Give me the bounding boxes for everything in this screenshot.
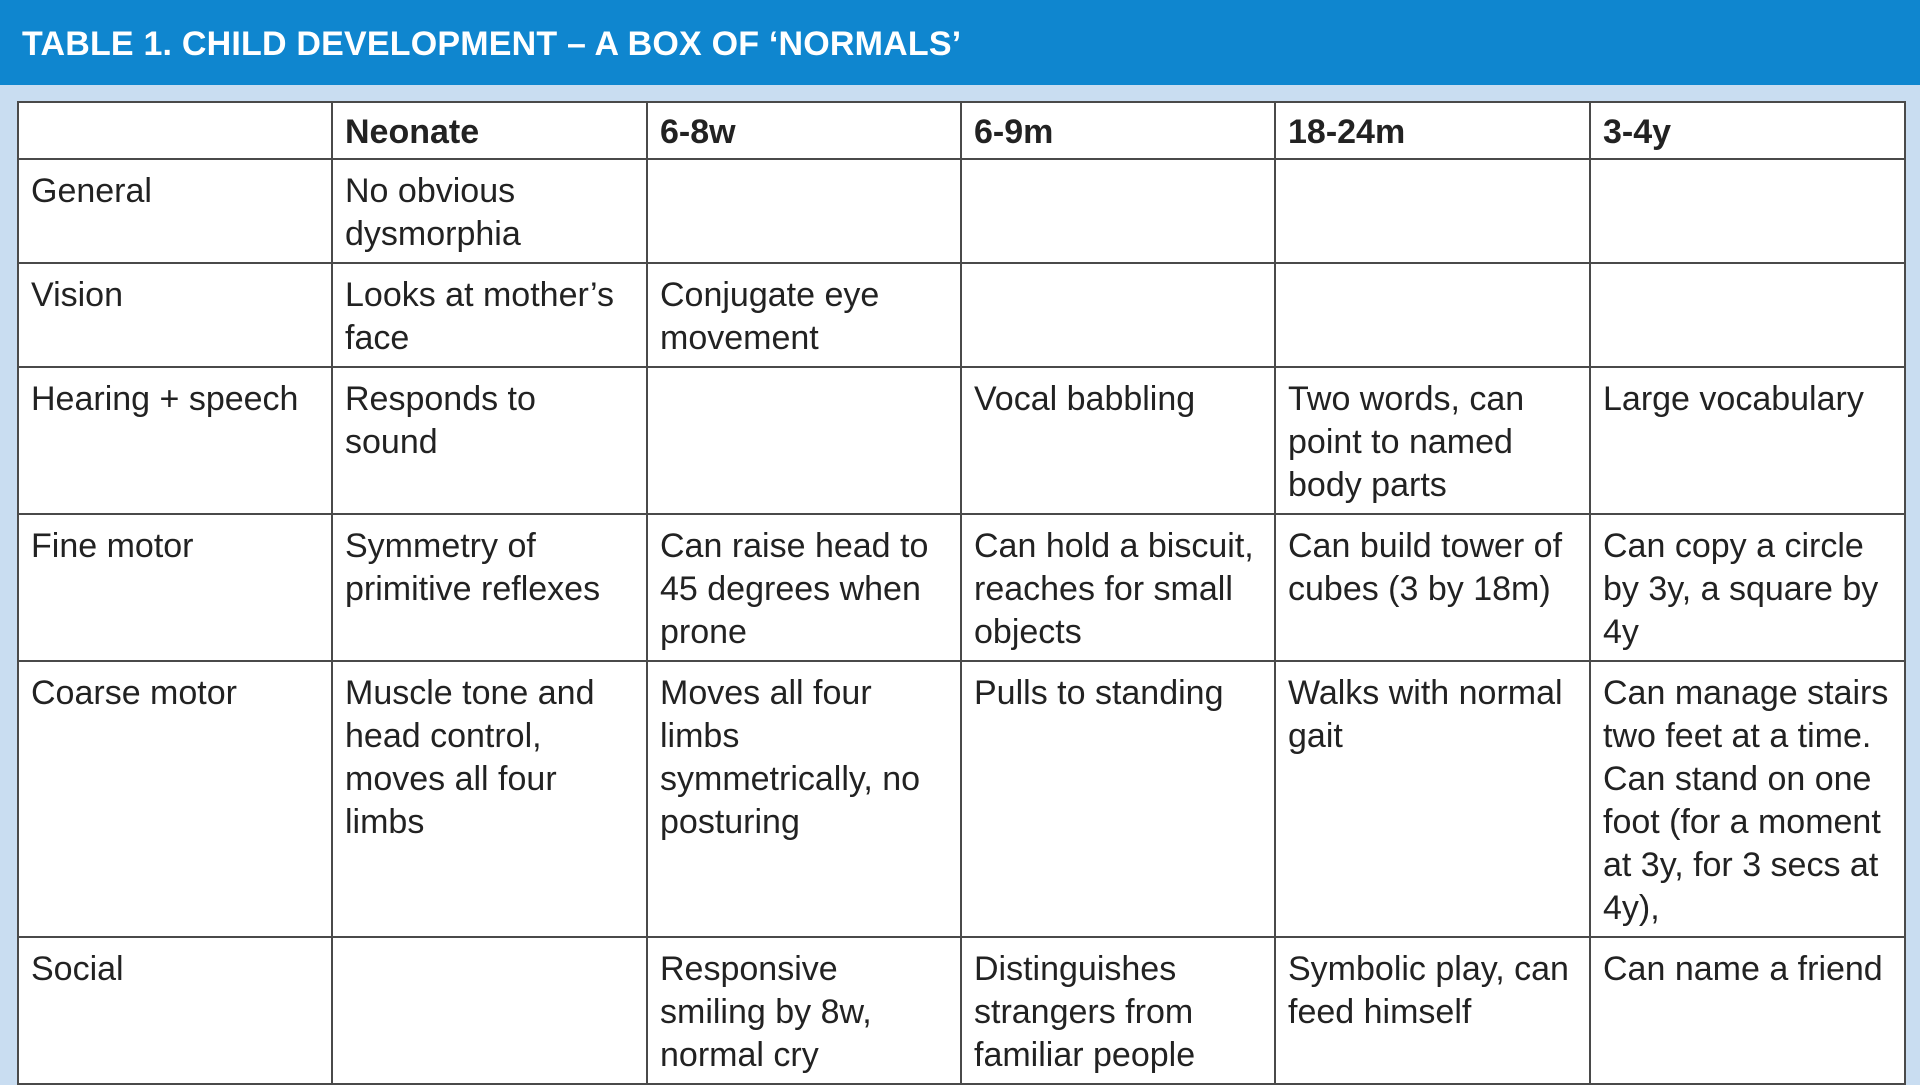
table-cell: Responsive smiling by 8w, normal cry (647, 937, 961, 1084)
table-cell: Muscle tone and head control, moves all four limbs (332, 661, 647, 937)
header-row (18, 102, 1905, 159)
table-cell (1590, 159, 1905, 263)
table-cell: Responds to sound (332, 367, 647, 514)
table-row-coarse-motor (18, 661, 1905, 937)
table-cell: Can build tower of cubes (3 by 18m) (1275, 514, 1590, 661)
header-cell-18-24m: 18-24m (1275, 102, 1590, 159)
row-label: Social (18, 937, 332, 1084)
table-cell: Can manage stairs two feet at a time. Can stand on one foot (for a moment at 3y, for 3 secs at 4y), (1590, 661, 1905, 937)
table-cell (1275, 159, 1590, 263)
table-row-general (18, 159, 1905, 263)
table-cell: Large vocabulary (1590, 367, 1905, 514)
row-label: Vision (18, 263, 332, 367)
header-cell-6-9m: 6-9m (961, 102, 1275, 159)
table-cell: Looks at mother’s face (332, 263, 647, 367)
table-row-fine-motor (18, 514, 1905, 661)
row-label: Hearing + speech (18, 367, 332, 514)
table-row-social (18, 937, 1905, 1084)
row-label: General (18, 159, 332, 263)
table-cell (961, 263, 1275, 367)
table-cell: Conjugate eye movement (647, 263, 961, 367)
table-cell (647, 367, 961, 514)
table-cell: Can name a friend (1590, 937, 1905, 1084)
table-cell: Two words, can point to named body parts (1275, 367, 1590, 514)
table-cell (332, 937, 647, 1084)
table-row-hearing-speech (18, 367, 1905, 514)
table-cell (1275, 263, 1590, 367)
table-cell (647, 159, 961, 263)
header-cell-3-4y: 3-4y (1590, 102, 1905, 159)
header-cell-6-8w: 6-8w (647, 102, 961, 159)
table-cell (961, 159, 1275, 263)
table-cell: No obvious dysmorphia (332, 159, 647, 263)
row-label: Fine motor (18, 514, 332, 661)
table-title: TABLE 1. CHILD DEVELOPMENT – A BOX OF ‘NORMALS’ (22, 25, 962, 63)
development-table (17, 101, 1906, 1085)
table-cell: Moves all four limbs symmetrically, no posturing (647, 661, 961, 937)
table-cell: Symbolic play, can feed himself (1275, 937, 1590, 1084)
row-label: Coarse motor (18, 661, 332, 937)
header-cell-neonate: Neonate (332, 102, 647, 159)
table-cell: Vocal babbling (961, 367, 1275, 514)
table-cell: Pulls to standing (961, 661, 1275, 937)
table-cell: Distinguishes strangers from familiar people (961, 937, 1275, 1084)
table-cell: Symmetry of primitive reflexes (332, 514, 647, 661)
table-cell: Can copy a circle by 3y, a square by 4y (1590, 514, 1905, 661)
table-cell (1590, 263, 1905, 367)
table-cell: Can raise head to 45 degrees when prone (647, 514, 961, 661)
table-row-vision (18, 263, 1905, 367)
table-cell: Can hold a biscuit, reaches for small objects (961, 514, 1275, 661)
header-cell-corner (18, 102, 332, 159)
title-bar (0, 0, 1920, 85)
table-cell: Walks with normal gait (1275, 661, 1590, 937)
